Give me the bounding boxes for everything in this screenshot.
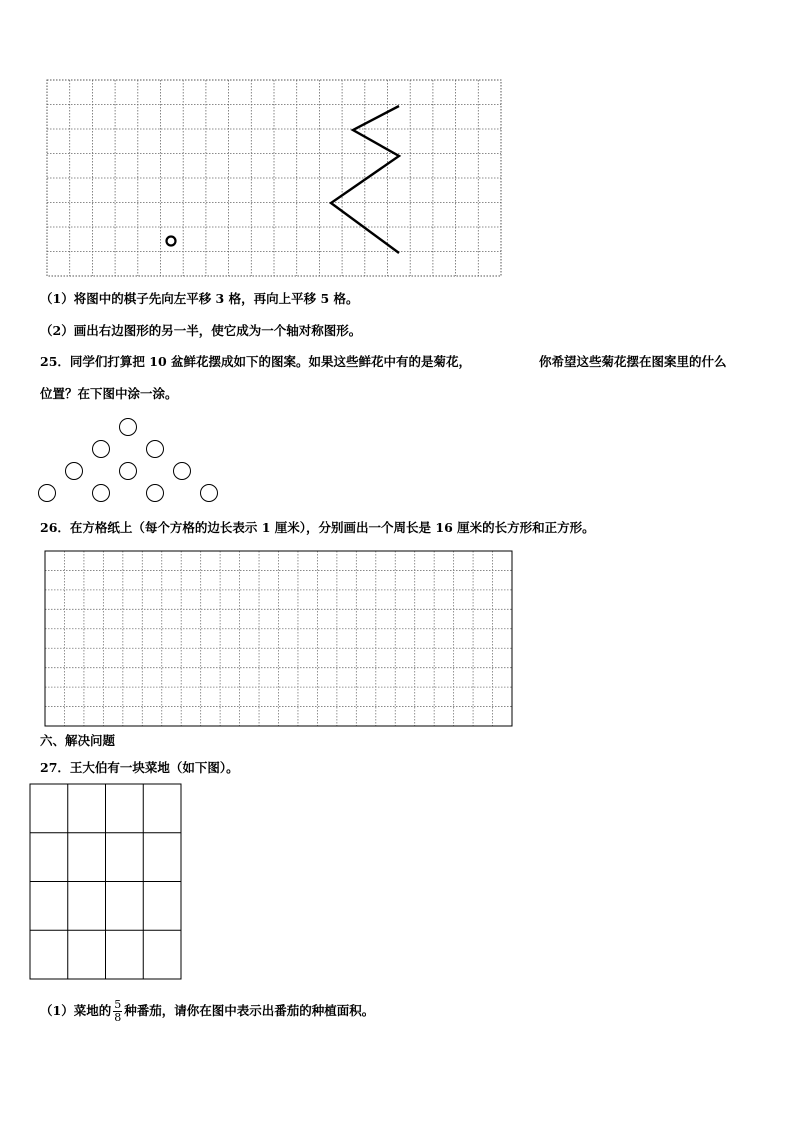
fraction xyxy=(113,999,122,1024)
q24-part1-text: （1）将图中的棋子先向左平移 3 格，再向上平移 5 格。 xyxy=(40,291,359,306)
q27-part1-after: 种番茄，请你在图中表示出番茄的种植面积。 xyxy=(124,1003,375,1018)
fraction-denominator: 8 xyxy=(114,1011,122,1024)
fraction-numerator: 5 xyxy=(114,998,122,1011)
q25-text-line1b: 你希望这些菊花摆在图案里的什么 xyxy=(539,354,727,369)
q25-text-line2: 位置？在下图中涂一涂。 xyxy=(40,386,178,401)
q27-part1-before: （1）菜地的 xyxy=(40,1003,112,1018)
section-title: 六、解决问题 xyxy=(40,733,116,748)
q25-text-line1a: 25．同学们打算把 10 盆鲜花摆成如下的图案。如果这些鲜花中有的是菊花， xyxy=(40,354,471,369)
q27-part1 xyxy=(40,998,374,1024)
q24-part2-text: （2）画出右边图形的另一半，使它成为一个轴对称图形。 xyxy=(40,323,362,338)
q27-text: 27．王大伯有一块菜地（如下图）。 xyxy=(40,760,239,775)
q26-text: 26．在方格纸上（每个方格的边长表示 1 厘米），分别画出一个周长是 16 厘米的长方形和正方形。 xyxy=(40,520,595,535)
